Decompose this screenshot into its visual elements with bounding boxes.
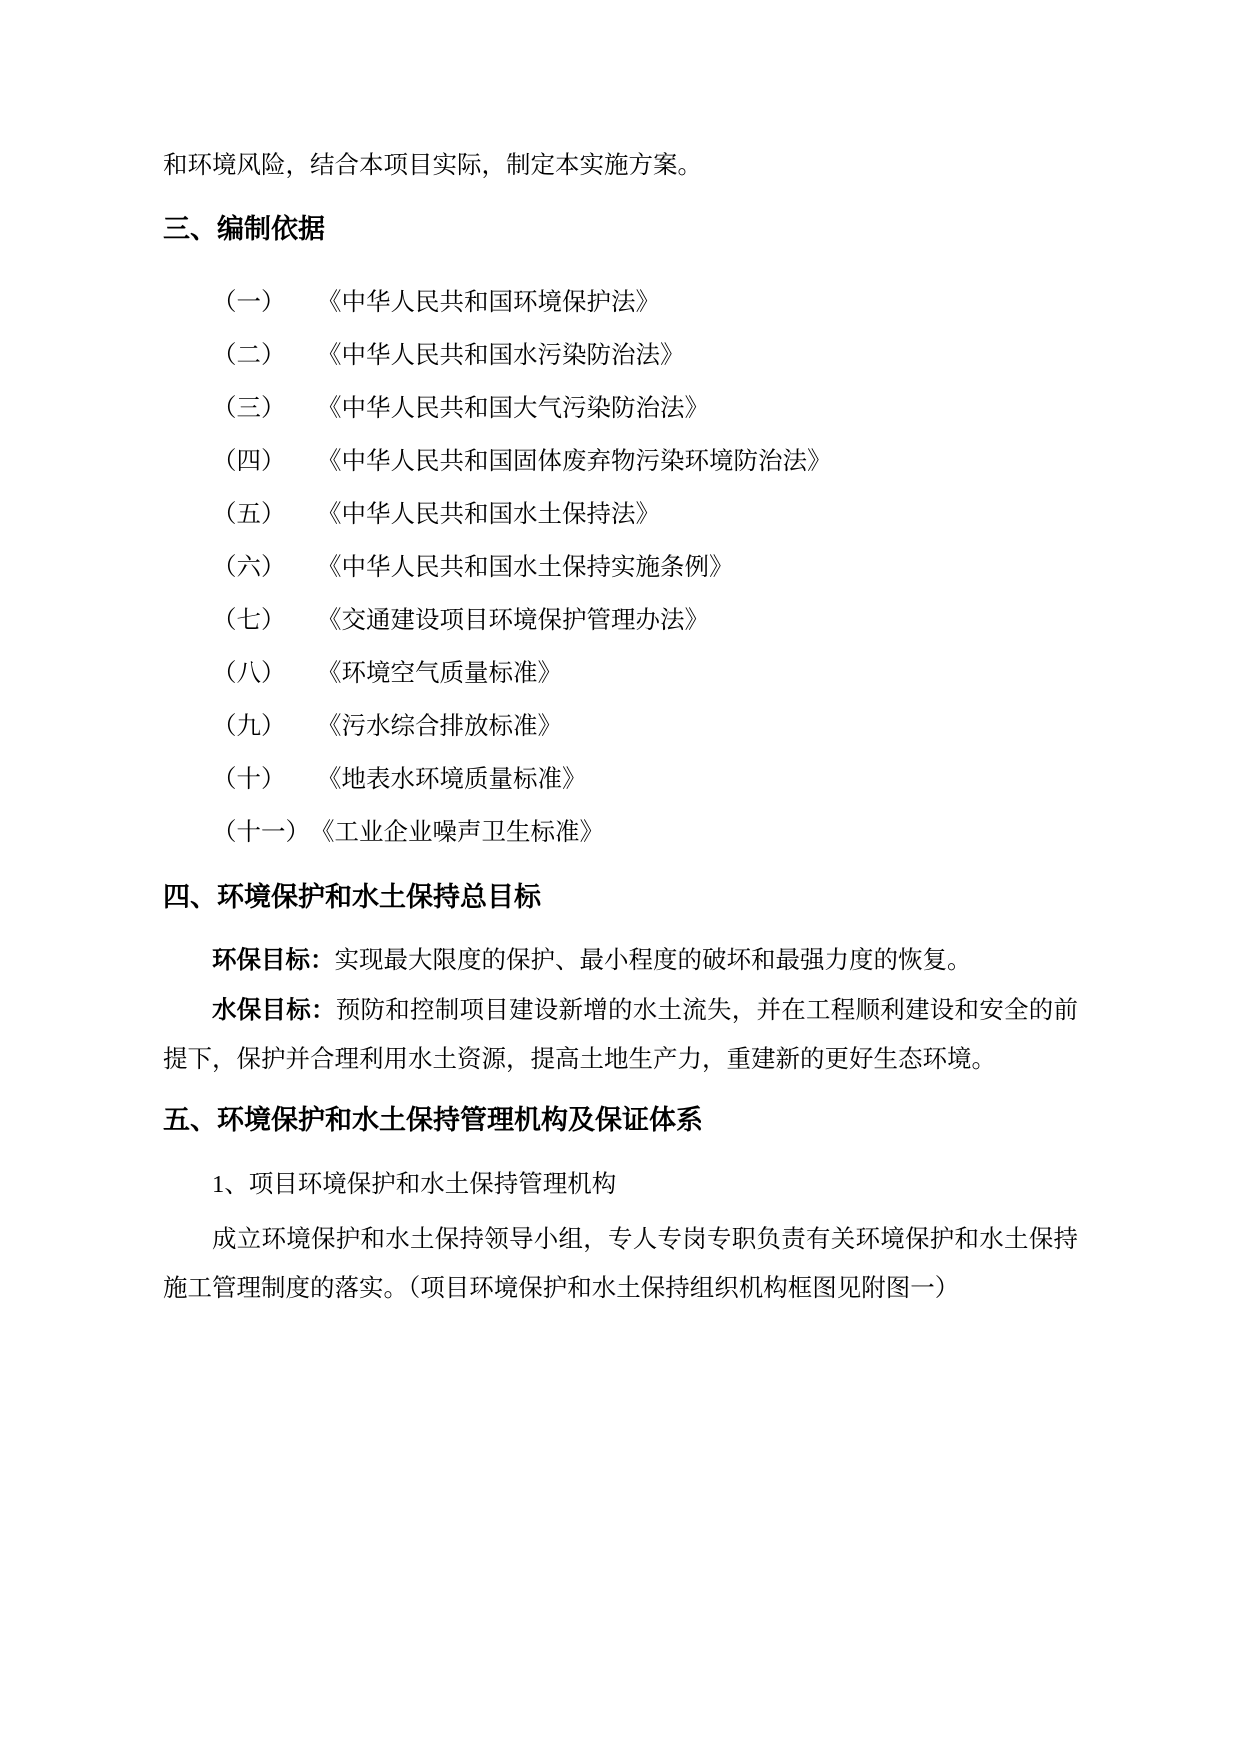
basis-list-item	[163, 702, 1078, 751]
basis-list-item	[163, 437, 1078, 486]
basis-list-item	[163, 490, 1078, 539]
basis-list-item	[163, 649, 1078, 698]
env-goal-text: 实现最大限度的保护、最小程度的破坏和最强力度的恢复。	[334, 947, 972, 974]
env-goal-label: 环保目标：	[212, 947, 335, 974]
basis-list-item	[163, 543, 1078, 592]
basis-item-number: （七）	[212, 607, 286, 634]
basis-item-number: （四）	[212, 448, 286, 475]
basis-list	[163, 278, 1078, 857]
basis-item-number: （六）	[212, 554, 286, 581]
basis-item-title: 《中华人民共和国固体废弃物污染环境防治法》	[317, 448, 832, 475]
heading-compilation-basis: 三、编制依据	[163, 214, 325, 244]
basis-list-item	[163, 755, 1078, 804]
water-goal-label: 水保目标：	[212, 997, 336, 1024]
heading-management-organization: 五、环境保护和水土保持管理机构及保证体系	[163, 1105, 703, 1135]
basis-item-title: 《工业企业噪声卫生标准》	[310, 819, 604, 846]
org-body-paragraph: 成立环境保护和水土保持领导小组，专人专岗专职负责有关环境保护和水土保持施工管理制度的落实。（项目环境保护和水土保持组织机构框图见附图一）	[163, 1226, 1078, 1302]
basis-item-title: 《污水综合排放标准》	[317, 713, 562, 740]
basis-item-title: 《中华人民共和国水土保持实施条例》	[317, 554, 734, 581]
basis-item-number: （五）	[212, 501, 286, 528]
water-goal-text: 预防和控制项目建设新增的水土流失，并在工程顺利建设和安全的前提下，保护并合理利用水土资源，提高土地生产力，重建新的更好生态环境。	[163, 997, 1078, 1073]
basis-item-number: （二）	[212, 342, 286, 369]
basis-item-title: 《环境空气质量标准》	[317, 660, 562, 687]
basis-item-title: 《中华人民共和国大气污染防治法》	[317, 395, 709, 422]
basis-list-item	[163, 384, 1078, 433]
basis-item-title: 《中华人民共和国环境保护法》	[317, 289, 660, 316]
basis-list-item	[163, 331, 1078, 380]
basis-item-number: （十）	[212, 766, 286, 793]
basis-item-number: （八）	[212, 660, 286, 687]
basis-item-number: （一）	[212, 289, 286, 316]
basis-item-title: 《中华人民共和国水土保持法》	[317, 501, 660, 528]
basis-list-item	[163, 808, 1078, 857]
org-sub-heading: 1、项目环境保护和水土保持管理机构	[212, 1171, 617, 1198]
water-goal-paragraph	[163, 986, 1078, 1084]
env-goal-paragraph	[163, 936, 1078, 985]
basis-list-item	[163, 596, 1078, 645]
basis-list-item	[163, 278, 1078, 327]
basis-item-number: （九）	[212, 713, 286, 740]
basis-item-number: （十一）	[212, 819, 310, 846]
basis-item-title: 《中华人民共和国水污染防治法》	[317, 342, 685, 369]
basis-item-number: （三）	[212, 395, 286, 422]
basis-item-title: 《交通建设项目环境保护管理办法》	[317, 607, 709, 634]
heading-overall-goals: 四、环境保护和水土保持总目标	[163, 882, 541, 912]
intro-continuation-line: 和环境风险，结合本项目实际，制定本实施方案。	[163, 152, 702, 179]
page-content	[0, 141, 1241, 1313]
basis-item-title: 《地表水环境质量标准》	[317, 766, 587, 793]
